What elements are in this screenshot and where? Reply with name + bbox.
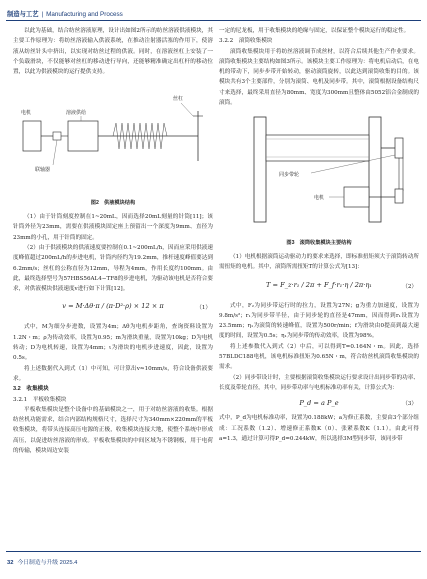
label-motor: 电机	[314, 195, 325, 202]
paragraph: 式中，F₂为同步带运行时的拉力，设置为27N；g为重力加速度，设置为9.8m/s²；r₁为同步带半径，由于同步轮的直径是47mm，因而得到r₁设置为23.5mm；η₁为滚筒的转速峰值，设置为500r/min；f为滑块由0提高到最大速度的时间，设置为0.5s；η₁为同步带的传动效率，设置为98%。	[219, 302, 419, 340]
left-frame	[254, 117, 266, 222]
coupling-shape	[53, 132, 61, 140]
label-screw: 丝杠	[173, 96, 184, 103]
section-heading-3-2-2: 3.2.2 滚筒收集模块	[219, 38, 273, 45]
right-column	[219, 26, 419, 444]
paragraph: （2）由于供液模块的供液速度要控制在0.1~200mL/h，因而应采用供液速度峰值超过200mL/h的步进电机，针筒内径约为19.2mm，推杆速度峰值要达到6.2mm/s；丝杠的公称直径为12mm，导程为4mm，作用长度约100mm。由此，最终选择型号为57HBS56AL4−TF8的步进电机，为驱动该电机是否符合要求，对供液模块供液速度v进行如下计算[12]。	[13, 244, 213, 293]
paragraph: 以此为基础，结合纺丝溶液原理，设计出如图2所示的纺丝溶液供液模块，其主要工作原理为：将纺丝溶液输入供液系统，在推动注射器活塞的作用下，使溶液从纺丝针头中挤出，以实现对纺丝过程的供液。同时，在溶液丝杠上安装了一个负载滑块，不仅能够对丝杠的移动进行导向，还能够精准确定出杠杆的移动位置，以此为供液模块的运行提供支持。	[13, 28, 213, 76]
journal-section-title	[7, 9, 123, 18]
footer-issue: 2025.4	[59, 560, 78, 566]
label-syringe: 溶液供给	[66, 110, 87, 117]
page-footer	[0, 551, 427, 579]
equation-1-number: （1）	[196, 305, 211, 312]
paragraph: 将上述数据代入到式（1）中可知，可计算出v≈10mm/s，符合设备供液要求。	[13, 365, 213, 382]
supply-box	[68, 121, 98, 151]
right-frame	[369, 117, 381, 222]
equation-3-formula: P_d = a P_e	[299, 399, 339, 408]
label-sync-wheel: 同步带轮	[279, 172, 300, 179]
figure-3-caption: 图3 滚筒收集模块主要结构	[286, 239, 352, 246]
left-column	[13, 26, 213, 456]
supply-module-diagram	[13, 81, 213, 191]
footer-rule	[6, 551, 421, 552]
motor-shape	[23, 121, 41, 151]
coupling-leader	[53, 140, 57, 165]
header-rule	[6, 20, 421, 21]
equation-1-formula: v = M·Δθ·π / (π·D²·ρ) × 12 × π	[62, 302, 164, 311]
footer-text	[7, 557, 77, 566]
section-name-en: Manufacturing and Process	[46, 11, 123, 18]
paragraph: 将上述参数代入到式（2）中后，可以得到T=0.164N・m。因此，选择57BLDC188电机，该电机标准扭矩为0.65N・m，符合纺丝机滚筒收集模块的需求。	[219, 343, 419, 371]
footer-journal: 今日制造与升级	[17, 560, 59, 566]
motor-shape	[344, 187, 369, 207]
section-heading-3-2: 3.2 收集模块	[13, 386, 49, 393]
figure-3	[219, 111, 419, 248]
sync-wheel-bottom	[395, 189, 403, 203]
page-number: 32	[7, 560, 14, 566]
paragraph: 式中，M为细分步进数，设置为4m；Δθ为电机步距角，查询资料设置为1.2N・m；ρ为传动效率，设置为0.95；m为滑块重量，设置为10kg；D为电机转动；D为电机转速，设置为4mm；ι为滑块的电机步进速度，因此，设置为0.5s。	[13, 324, 213, 362]
section-heading-3-2-1: 3.2.1 平板收集模块	[13, 396, 67, 403]
section-name-cn: 制造与工艺	[7, 11, 39, 18]
paragraph: （1）由于针筒刻度控制在1~20mL，因而选择20mL刻量的针筒[11]；该针筒外径为23mm，需要在供液模块固定座上预留出一个深度为9mm、直径为23mm的小孔，用于针筒的固定。	[13, 214, 213, 241]
label-motor: 电机	[21, 110, 32, 117]
screw-leader	[181, 103, 193, 116]
equation-2-formula: T = F_z·r₁ / 2π + F_f·r₁·η / 2π·η₁	[266, 280, 372, 289]
paragraph: 滚筒收集模块用于将纺丝溶液调节成丝材，以符合后续其他生产作业要求。滚筒收集模块主要结构如图3所示。该模块主要工作原理为：将电机启动后，在电机的带动下，同步步带开始转动，驱动滚筒旋转，以此达到滚筒收集的目的。该模块共有3个主要部件，分别为滚筒、电机及同步带。其中，滚筒根据设备结构尺寸来选择，最终采用直径为80mm、宽度为300mm且整体由5052铝合金制成的滚筒。	[219, 48, 419, 107]
paragraph: 一定的尼龙板，用于收集模块的绝缘与固定，以保证整个模块运行的稳定性。	[219, 28, 410, 34]
label-coupling: 联轴器	[35, 167, 51, 174]
figure-2	[13, 81, 213, 208]
paragraph: 平板收集模块是整个设备中的基础模块之一，用于对纺丝溶液的收集。根据纺丝机功能需求，结合内部结构规格尺寸，选择尺寸为340mm×220mm的平板收集模块，将带头连接高压电源的正极，收集模块连接大地，使整个系统中形成高压，以促进纺丝溶液的形成。平板收集模块的中间区域为不锈钢板，用于电荷的传输，模块周边安装	[13, 406, 213, 455]
equation-1	[13, 297, 213, 319]
paragraph: （1）电机根据滚筒运动驱动力的要求来选择，即标准扭矩须大于滚筒转动所需扭矩的电机。其中，滚筒所需扭矩T的计算公式为[13]：	[219, 253, 419, 271]
equation-3	[219, 396, 419, 410]
header-separator: |	[41, 11, 44, 18]
paragraph: （2）同步带设计时，主要根据滚筒收集模块运行要求设计出同步带的功率、长度及带轮直径，其中，同步带功率与电机标准功率有关，计算公式为：	[219, 374, 419, 391]
equation-3-number: （3）	[402, 401, 417, 408]
equation-2-number: （2）	[402, 283, 417, 290]
drum-module-diagram	[219, 111, 419, 231]
sync-wheel-top	[395, 138, 403, 158]
paragraph: 式中，P_d为电机标准功率，设置为0.188kW；a为修正系数，主要由3个部分组成：工况系数（1.2）、增速修正系数K（0）、张紧系数K（1.1）。由此可得a=1.3，通过计算可得P_d=0.244kW，所以选择3M型同步带，该同步带	[219, 415, 419, 442]
figure-2-caption: 图2 供液模块结构	[90, 199, 136, 206]
equation-2	[219, 276, 419, 298]
